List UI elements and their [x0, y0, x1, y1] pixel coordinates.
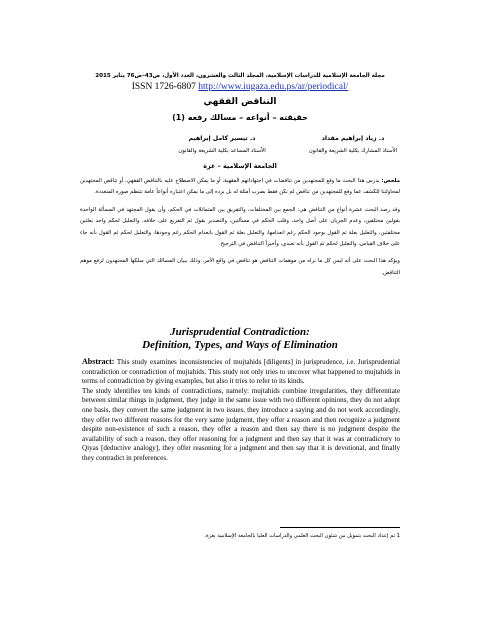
english-abstract-text: This study examines inconsistencies of mujtahids [diligents] in jurisprudence, i.e. Jurisprudential contradiction or contradiction of mujtahids. This study not only tries to uncover what happened to mujtahids in terms of contradiction by giving examples, but also it tries to refer to its kinds. [82, 358, 400, 386]
arabic-abstract-paragraph-1 [80, 176, 400, 199]
english-title-line-2: Definition, Types, and Ways of Elimination [142, 339, 338, 351]
author-role: الأستاذ المساعد بكلية الشريعة والقانون [178, 148, 266, 154]
arabic-abstract-paragraph-3: ويؤكد هذا البحث على أنه ليس كل ما نراه من موهمات التناقض هو تناقض في واقع الأمر، وذلك ببيان المسالك التي سلكها المجتهدون لرفع موهم التناقض. [80, 258, 400, 276]
arabic-subtitle: حقيقته – أنواعه – مسالك رفعه (1) [172, 113, 308, 122]
author-name: د. زياد إبراهيم مقداد [321, 135, 385, 142]
author-role: الأستاذ المشارك بكلية الشريعة والقانون [308, 148, 398, 154]
english-abstract [82, 357, 400, 464]
arabic-abstract-lead: ملخص: [381, 178, 400, 184]
footnote-divider [280, 527, 400, 528]
english-title-line-1: Jurisprudential Contradiction: [170, 326, 310, 338]
author-second [157, 135, 287, 154]
author-first [288, 135, 418, 154]
footnote: 1 تم إعداد البحث بتمويل من شئون البحث العلمي والدراسات العليا بالجامعة الإسلامية بغزة. [204, 533, 400, 539]
arabic-abstract-text: يدرس هذا البحث ما وقع للمجتهدين من تناقضات في اجتهاداتهم الفقهية، أو ما يمكن الاصطلاح عليه بالتناقض الفقهي، أو تناقض المجتهدين لمحاولتنا للكشف عما وقع للمجتهدين من تناقض لم نكن فقط بضرب أمثلة له بل برده إلى ما يمكن اعتباره أنواعاً عامة تنتظم صوره المتعددة. [80, 178, 400, 196]
arabic-abstract [80, 176, 400, 285]
author-name: د. تيسير كامل إبراهيم [188, 135, 256, 142]
english-abstract-paragraph-1 [82, 357, 400, 387]
arabic-title: التناقض الفقهي [203, 97, 277, 107]
journal-citation: مجلة الجامعة الإسلامية للدراسات الإسلامية، المجلد الثالث والعشرون، العدد الأول، ص43–ص76 يناير 2015 [95, 73, 385, 79]
arabic-abstract-paragraph-2: وقد رصد البحث عشرة أنواع من التناقض هي: الجمع بين المختلفات، والتفريق بين المتماثلات في الحكم، وأن يقول المجتهد في المسألة الواحدة بقولين مختلفين، وعدم الجريان على أصل واحد، وقلب الحكم في مسألتين، والتصدير بقول ثم التفريع على خلافه، والتعليل لحكم واحد بعلتين مختلفتين، والتعليل بعلة ثم القول بوجود الحكم رغم انعدامها، والتعليل بعلة ثم القول بانعدام الحكم رغم وجودها، والتعليل لحكم ثم القول بأنه جاء على خلاف القياس، والتعليل لحكم ثم القول بأنه تعبدي، وأخيراً التناقض في الترجيح. [80, 206, 400, 248]
english-title [80, 326, 400, 352]
journal-url-link[interactable]: http://www.iugaza.edu.ps/ar/periodical/ [198, 82, 349, 92]
english-abstract-lead: Abstract: [82, 357, 115, 366]
english-abstract-paragraph-2: The study identifies ten kinds of contradictions, namely: mujtahids combine irregularities, they differentiate between similar things in judgment, they judge in the same issue with two different opinions, they do not adopt one basis, they convert the same judgment in two issues, they introduce a saying and do not work accordingly, they offer two different reasons for the very same judgment, they offer a reason and then recognize a judgment despite non-existence of such a reason, they offer a reason and then say there is no judgment despite the availability of such a reason, they offer reasoning for a judgment and then say that it was at contradictory to Qiyas [deductive analogy], they offer reasoning for a judgment and then say that it is devotional, and finally they contradict in preferences. [82, 386, 400, 462]
university-name: الجامعة الإسلامية – غزة [203, 162, 277, 170]
issn-line [110, 82, 370, 92]
issn-number: ISSN 1726-6807 [131, 82, 196, 92]
